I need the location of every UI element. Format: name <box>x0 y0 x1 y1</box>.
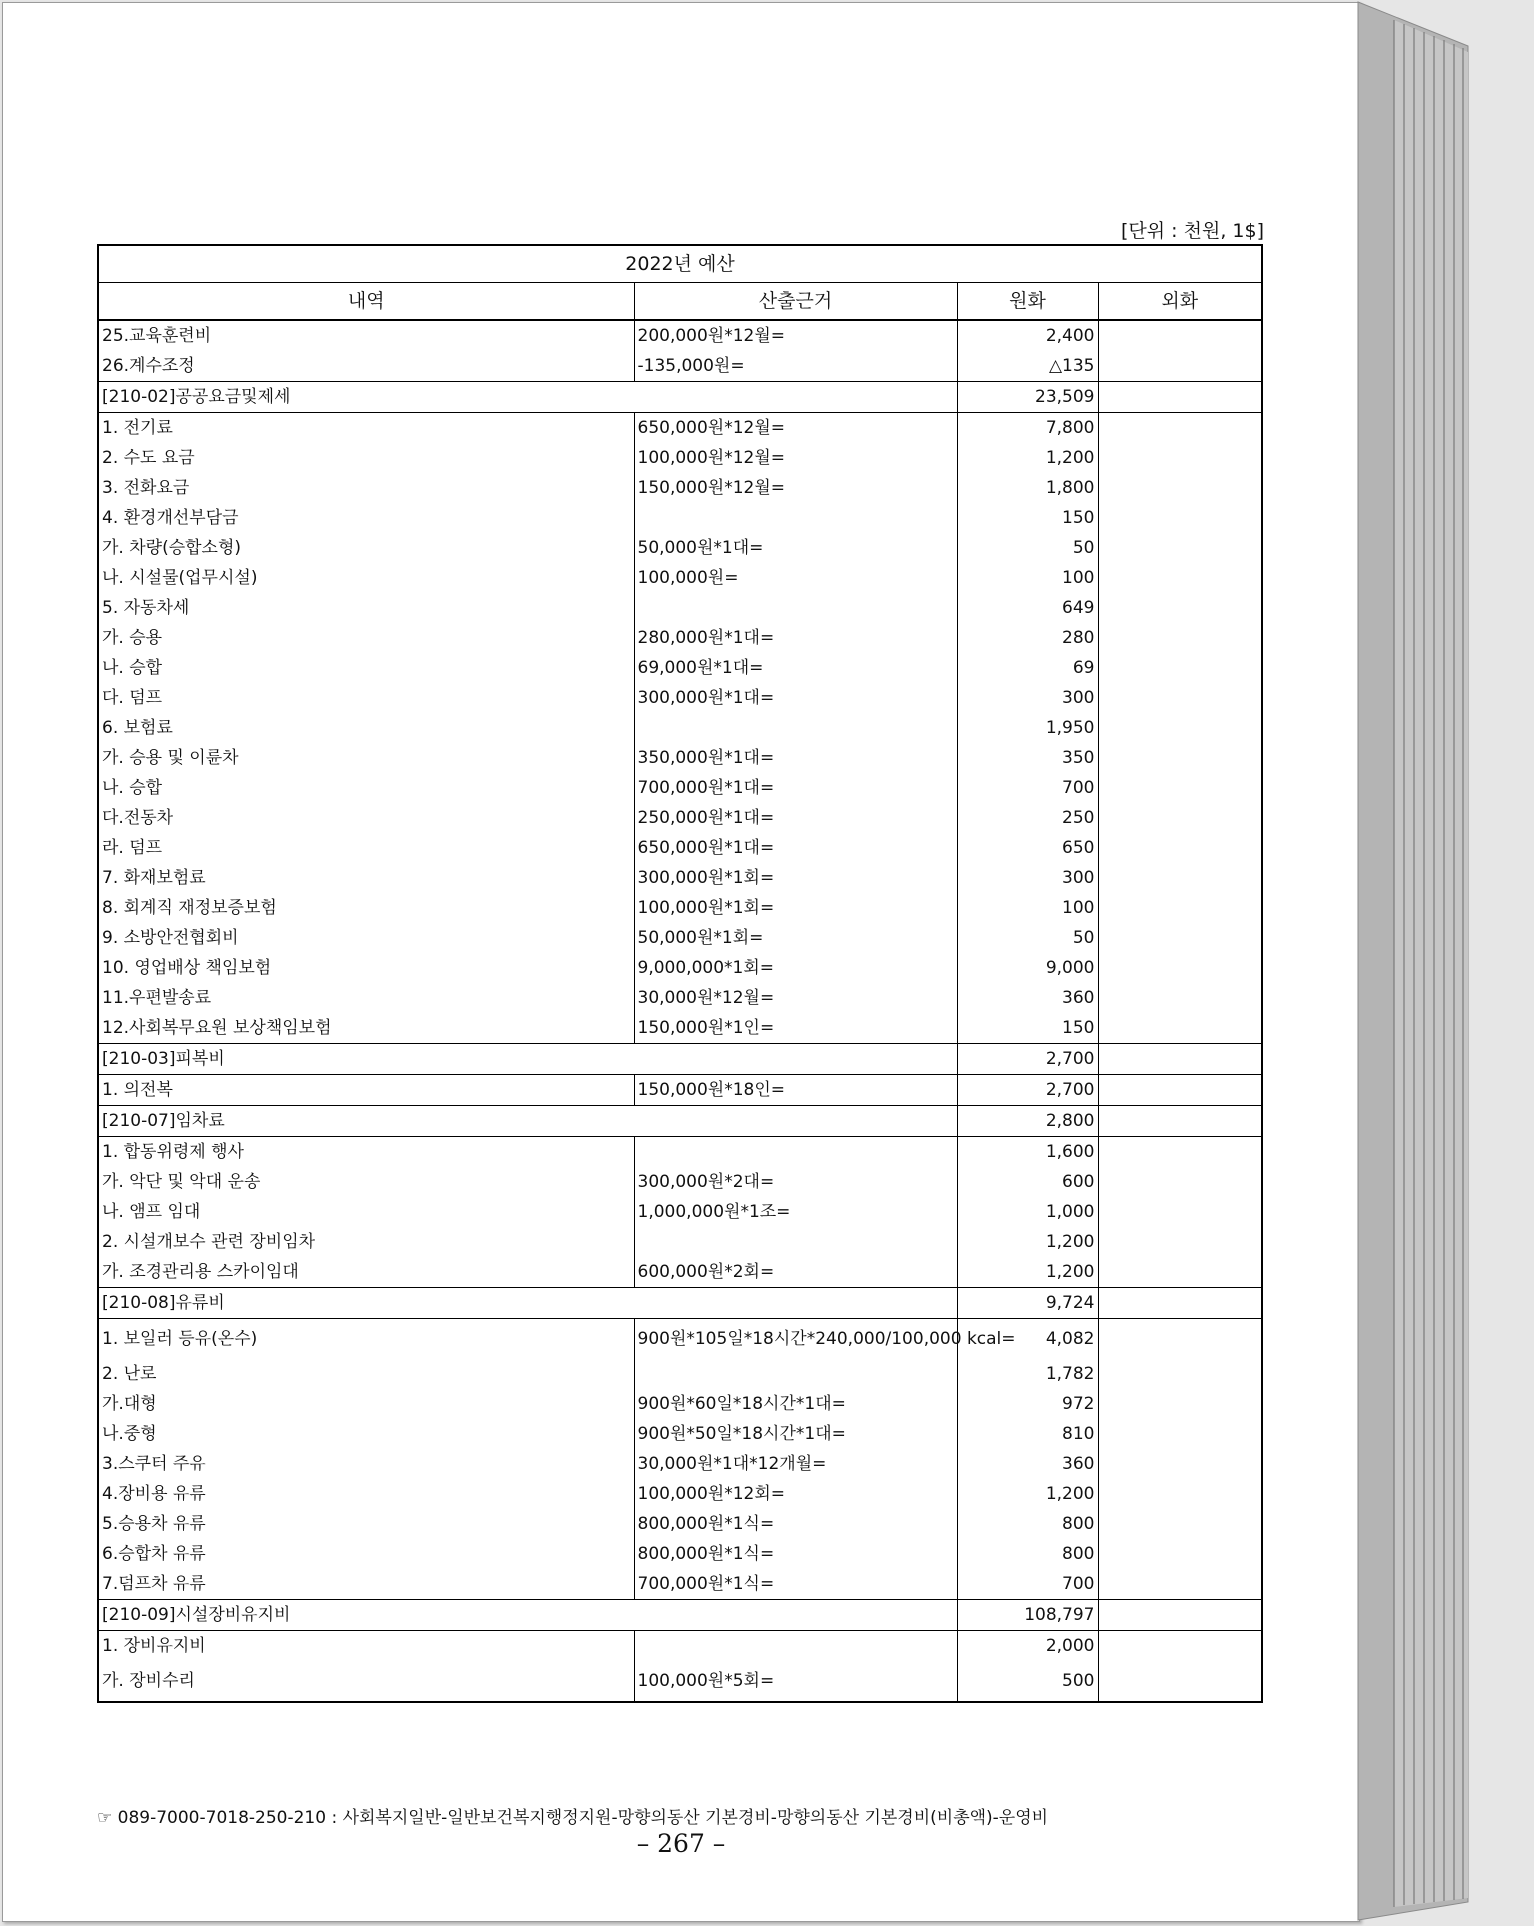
row-desc: 3. 전화요금 <box>98 473 634 503</box>
row-fx <box>1098 983 1262 1013</box>
table-row <box>98 1075 1262 1106</box>
table-row <box>98 351 1262 382</box>
section-desc: [210-02]공공요금및제세 <box>98 382 957 413</box>
row-fx <box>1098 1013 1262 1044</box>
row-fx <box>1098 473 1262 503</box>
row-basis: 150,000원*12월= <box>634 473 957 503</box>
row-desc: 8. 회계직 재정보증보험 <box>98 893 634 923</box>
row-fx <box>1098 563 1262 593</box>
row-desc: 나. 앰프 임대 <box>98 1197 634 1227</box>
row-fx <box>1098 320 1262 351</box>
row-fx <box>1098 773 1262 803</box>
row-fx <box>1098 413 1262 444</box>
row-fx <box>1098 683 1262 713</box>
row-fx <box>1098 1661 1262 1702</box>
table-row <box>98 1167 1262 1197</box>
row-fx <box>1098 593 1262 623</box>
table-row <box>98 320 1262 351</box>
row-basis <box>634 1359 957 1389</box>
row-basis: 1,000,000원*1조= <box>634 1197 957 1227</box>
row-basis: 150,000원*1인= <box>634 1013 957 1044</box>
section-desc: [210-09]시설장비유지비 <box>98 1600 957 1631</box>
row-krw: 4,082 <box>957 1319 1098 1360</box>
section-krw: 2,800 <box>957 1106 1098 1137</box>
row-basis: 300,000원*1대= <box>634 683 957 713</box>
row-fx <box>1098 1137 1262 1168</box>
row-krw: 150 <box>957 1013 1098 1044</box>
row-desc: 9. 소방안전협회비 <box>98 923 634 953</box>
row-krw: 1,782 <box>957 1359 1098 1389</box>
row-basis: 800,000원*1식= <box>634 1509 957 1539</box>
row-basis <box>634 713 957 743</box>
row-fx <box>1098 1359 1262 1389</box>
table-row <box>98 1137 1262 1168</box>
row-desc: 라. 덤프 <box>98 833 634 863</box>
row-fx <box>1098 893 1262 923</box>
row-krw: 50 <box>957 923 1098 953</box>
row-fx <box>1098 1631 1262 1662</box>
row-krw: 972 <box>957 1389 1098 1419</box>
row-krw: 50 <box>957 533 1098 563</box>
row-desc: 11.우편발송료 <box>98 983 634 1013</box>
row-krw: 700 <box>957 773 1098 803</box>
row-desc: 1. 의전복 <box>98 1075 634 1106</box>
row-desc: 나. 승합 <box>98 653 634 683</box>
row-desc: 1. 합동위령제 행사 <box>98 1137 634 1168</box>
row-krw: 1,200 <box>957 1257 1098 1288</box>
table-row <box>98 713 1262 743</box>
table-header-row <box>98 283 1262 321</box>
row-krw: 1,950 <box>957 713 1098 743</box>
table-row <box>98 1227 1262 1257</box>
row-fx <box>1098 351 1262 382</box>
row-krw: 1,200 <box>957 1479 1098 1509</box>
table-row <box>98 1419 1262 1449</box>
row-fx <box>1098 653 1262 683</box>
header-basis: 산출근거 <box>634 283 957 321</box>
row-krw: 800 <box>957 1539 1098 1569</box>
table-row <box>98 563 1262 593</box>
table-row <box>98 1569 1262 1600</box>
row-fx <box>1098 1419 1262 1449</box>
table-row <box>98 1661 1262 1702</box>
row-basis: 50,000원*1회= <box>634 923 957 953</box>
section-fx <box>1098 1044 1262 1075</box>
row-krw: 69 <box>957 653 1098 683</box>
header-fx: 외화 <box>1098 283 1262 321</box>
table-title: 2022년 예산 <box>98 245 1262 283</box>
table-row <box>98 1631 1262 1662</box>
row-desc: 2. 수도 요금 <box>98 443 634 473</box>
row-krw: 2,700 <box>957 1075 1098 1106</box>
row-fx <box>1098 1167 1262 1197</box>
header-krw: 원화 <box>957 283 1098 321</box>
row-fx <box>1098 1389 1262 1419</box>
row-desc: 나. 승합 <box>98 773 634 803</box>
row-basis: 300,000원*2대= <box>634 1167 957 1197</box>
row-basis: 900원*50일*18시간*1대= <box>634 1419 957 1449</box>
row-desc: 1. 장비유지비 <box>98 1631 634 1662</box>
row-desc: 나. 시설물(업무시설) <box>98 563 634 593</box>
header-desc: 내역 <box>98 283 634 321</box>
section-krw: 2,700 <box>957 1044 1098 1075</box>
row-krw: 1,000 <box>957 1197 1098 1227</box>
row-desc: 10. 영업배상 책임보험 <box>98 953 634 983</box>
row-basis: 250,000원*1대= <box>634 803 957 833</box>
row-desc: 3.스쿠터 주유 <box>98 1449 634 1479</box>
row-basis: 100,000원*12월= <box>634 443 957 473</box>
row-basis: -135,000원= <box>634 351 957 382</box>
row-krw: 810 <box>957 1419 1098 1449</box>
row-desc: 2. 시설개보수 관련 장비임차 <box>98 1227 634 1257</box>
table-row <box>98 1479 1262 1509</box>
row-fx <box>1098 1075 1262 1106</box>
table-row <box>98 683 1262 713</box>
row-krw: 350 <box>957 743 1098 773</box>
row-basis: 100,000원= <box>634 563 957 593</box>
row-krw: 1,800 <box>957 473 1098 503</box>
budget-table <box>97 244 1263 1703</box>
table-row <box>98 983 1262 1013</box>
page-stack-edge <box>1358 2 1468 1920</box>
row-desc: 4. 환경개선부담금 <box>98 503 634 533</box>
row-fx <box>1098 953 1262 983</box>
section-row <box>98 382 1262 413</box>
row-fx <box>1098 443 1262 473</box>
row-basis: 30,000원*1대*12개월= <box>634 1449 957 1479</box>
row-desc: 6. 보험료 <box>98 713 634 743</box>
row-basis: 50,000원*1대= <box>634 533 957 563</box>
table-row <box>98 773 1262 803</box>
section-desc: [210-08]유류비 <box>98 1288 957 1319</box>
row-desc: 7. 화재보험료 <box>98 863 634 893</box>
row-fx <box>1098 713 1262 743</box>
row-basis: 150,000원*18인= <box>634 1075 957 1106</box>
row-krw: 1,200 <box>957 1227 1098 1257</box>
account-code-footnote: ☞ 089-7000-7018-250-210 : 사회복지일반-일반보건복지행정지원-망향의동산 기본경비-망향의동산 기본경비(비총액)-운영비 <box>97 1808 1049 1828</box>
row-desc: 1. 보일러 등유(온수) <box>98 1319 634 1360</box>
section-krw: 108,797 <box>957 1600 1098 1631</box>
table-row <box>98 653 1262 683</box>
table-title-row <box>98 245 1262 283</box>
row-fx <box>1098 623 1262 653</box>
section-fx <box>1098 1288 1262 1319</box>
row-desc: 나.중형 <box>98 1419 634 1449</box>
table-row <box>98 1509 1262 1539</box>
row-desc: 25.교육훈련비 <box>98 320 634 351</box>
row-basis: 650,000원*12월= <box>634 413 957 444</box>
row-desc: 가. 승용 및 이륜차 <box>98 743 634 773</box>
row-basis: 700,000원*1대= <box>634 773 957 803</box>
section-desc: [210-07]임차료 <box>98 1106 957 1137</box>
section-krw: 9,724 <box>957 1288 1098 1319</box>
row-krw: 150 <box>957 503 1098 533</box>
page-number: – 267 – <box>636 1829 726 1858</box>
table-row <box>98 533 1262 563</box>
row-basis: 9,000,000*1회= <box>634 953 957 983</box>
section-row <box>98 1600 1262 1631</box>
table-row <box>98 923 1262 953</box>
row-desc: 다.전동차 <box>98 803 634 833</box>
section-krw: 23,509 <box>957 382 1098 413</box>
row-krw: 649 <box>957 593 1098 623</box>
table-row <box>98 1197 1262 1227</box>
row-basis <box>634 1137 957 1168</box>
table-row <box>98 893 1262 923</box>
row-basis: 900원*60일*18시간*1대= <box>634 1389 957 1419</box>
row-basis: 800,000원*1식= <box>634 1539 957 1569</box>
section-row <box>98 1288 1262 1319</box>
row-basis <box>634 593 957 623</box>
row-krw: 300 <box>957 863 1098 893</box>
row-krw: 800 <box>957 1509 1098 1539</box>
row-basis <box>634 1631 957 1662</box>
row-desc: 7.덤프차 유류 <box>98 1569 634 1600</box>
row-desc: 6.승합차 유류 <box>98 1539 634 1569</box>
row-fx <box>1098 923 1262 953</box>
row-krw: 7,800 <box>957 413 1098 444</box>
unit-label: [단위 : 천원, 1$] <box>1121 220 1264 242</box>
row-fx <box>1098 1319 1262 1360</box>
row-fx <box>1098 1257 1262 1288</box>
row-krw: 600 <box>957 1167 1098 1197</box>
row-desc: 5. 자동차세 <box>98 593 634 623</box>
table-row <box>98 1319 1262 1360</box>
table-row <box>98 1449 1262 1479</box>
row-krw: 100 <box>957 563 1098 593</box>
section-desc: [210-03]피복비 <box>98 1044 957 1075</box>
row-basis <box>634 1227 957 1257</box>
row-krw: 100 <box>957 893 1098 923</box>
row-fx <box>1098 503 1262 533</box>
row-fx <box>1098 1569 1262 1600</box>
row-desc: 26.계수조정 <box>98 351 634 382</box>
row-krw: 280 <box>957 623 1098 653</box>
row-fx <box>1098 863 1262 893</box>
row-fx <box>1098 533 1262 563</box>
row-basis: 100,000원*12회= <box>634 1479 957 1509</box>
row-fx <box>1098 1539 1262 1569</box>
row-krw: 700 <box>957 1569 1098 1600</box>
table-row <box>98 623 1262 653</box>
row-krw: 300 <box>957 683 1098 713</box>
section-row <box>98 1044 1262 1075</box>
section-fx <box>1098 1106 1262 1137</box>
row-basis: 100,000원*1회= <box>634 893 957 923</box>
row-fx <box>1098 1197 1262 1227</box>
row-desc: 가. 승용 <box>98 623 634 653</box>
table-row <box>98 743 1262 773</box>
row-desc: 4.장비용 유류 <box>98 1479 634 1509</box>
row-krw: △135 <box>957 351 1098 382</box>
row-krw: 1,600 <box>957 1137 1098 1168</box>
row-desc: 가. 장비수리 <box>98 1661 634 1702</box>
table-row <box>98 1257 1262 1288</box>
row-desc: 5.승용차 유류 <box>98 1509 634 1539</box>
row-basis: 900원*105일*18시간*240,000/100,000 kcal= <box>634 1319 957 1360</box>
table-row <box>98 953 1262 983</box>
table-row <box>98 1539 1262 1569</box>
row-basis: 100,000원*5회= <box>634 1661 957 1702</box>
row-basis: 350,000원*1대= <box>634 743 957 773</box>
row-fx <box>1098 743 1262 773</box>
row-krw: 360 <box>957 1449 1098 1479</box>
row-krw: 500 <box>957 1661 1098 1702</box>
row-basis: 30,000원*12월= <box>634 983 957 1013</box>
row-basis: 300,000원*1회= <box>634 863 957 893</box>
row-krw: 360 <box>957 983 1098 1013</box>
row-krw: 1,200 <box>957 443 1098 473</box>
row-desc: 2. 난로 <box>98 1359 634 1389</box>
row-krw: 9,000 <box>957 953 1098 983</box>
row-desc: 12.사회복무요원 보상책임보험 <box>98 1013 634 1044</box>
row-fx <box>1098 1509 1262 1539</box>
row-basis <box>634 503 957 533</box>
table-row <box>98 443 1262 473</box>
table-row <box>98 833 1262 863</box>
table-row <box>98 803 1262 833</box>
document-page <box>2 2 1360 1922</box>
row-basis: 200,000원*12월= <box>634 320 957 351</box>
table-row <box>98 413 1262 444</box>
table-row <box>98 1013 1262 1044</box>
table-row <box>98 1389 1262 1419</box>
table-row <box>98 503 1262 533</box>
row-desc: 가. 차량(승합소형) <box>98 533 634 563</box>
row-fx <box>1098 1479 1262 1509</box>
row-fx <box>1098 833 1262 863</box>
row-fx <box>1098 1227 1262 1257</box>
table-row <box>98 473 1262 503</box>
row-desc: 1. 전기료 <box>98 413 634 444</box>
row-fx <box>1098 1449 1262 1479</box>
row-basis: 280,000원*1대= <box>634 623 957 653</box>
row-basis: 600,000원*2회= <box>634 1257 957 1288</box>
table-row <box>98 1359 1262 1389</box>
table-row <box>98 593 1262 623</box>
row-desc: 가. 악단 및 악대 운송 <box>98 1167 634 1197</box>
row-krw: 250 <box>957 803 1098 833</box>
section-row <box>98 1106 1262 1137</box>
row-krw: 2,000 <box>957 1631 1098 1662</box>
row-desc: 가. 조경관리용 스카이임대 <box>98 1257 634 1288</box>
row-basis: 650,000원*1대= <box>634 833 957 863</box>
row-basis: 69,000원*1대= <box>634 653 957 683</box>
section-fx <box>1098 382 1262 413</box>
section-fx <box>1098 1600 1262 1631</box>
row-krw: 2,400 <box>957 320 1098 351</box>
row-basis: 700,000원*1식= <box>634 1569 957 1600</box>
row-krw: 650 <box>957 833 1098 863</box>
row-fx <box>1098 803 1262 833</box>
row-desc: 가.대형 <box>98 1389 634 1419</box>
table-row <box>98 863 1262 893</box>
row-desc: 다. 덤프 <box>98 683 634 713</box>
